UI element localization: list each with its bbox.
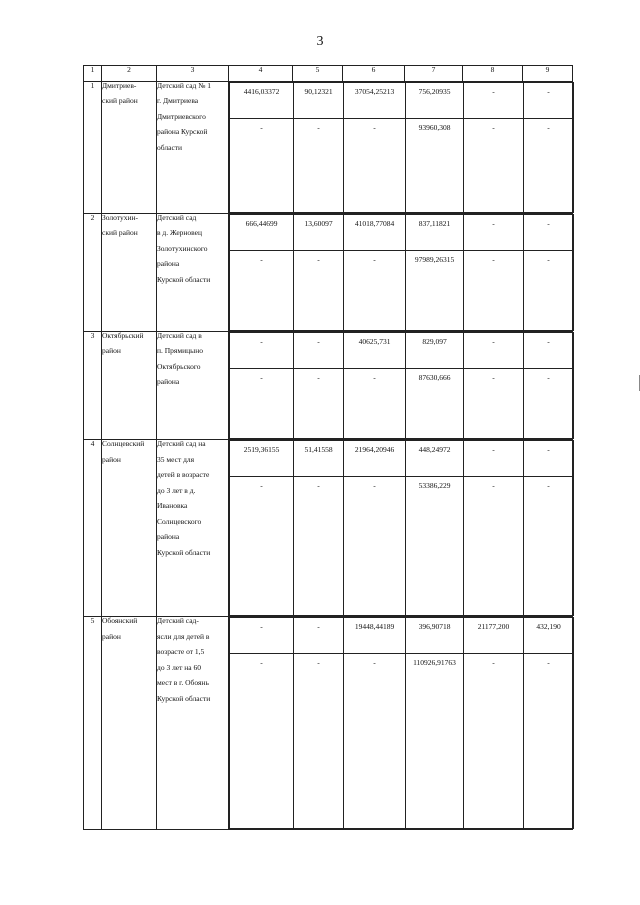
object-name (157, 440, 229, 617)
table-row (84, 213, 573, 331)
header-row (84, 66, 573, 82)
district-line: ский район (102, 96, 138, 105)
district-line: Золотухин- (102, 212, 139, 222)
values-bottom-row (230, 250, 574, 330)
value-cell: 448,24972 (406, 441, 464, 477)
value-cell: - (294, 618, 344, 654)
object-line: детей в возрасте (157, 470, 210, 480)
table-row (84, 81, 573, 213)
table-row (84, 440, 573, 617)
object-name (157, 617, 229, 830)
district-name (102, 617, 157, 830)
value-cell: 21964,20946 (344, 441, 406, 477)
values-bottom-row (230, 118, 574, 212)
value-cell: - (294, 477, 344, 616)
table-row (84, 617, 573, 830)
value-cell: - (524, 214, 574, 250)
value-cell: - (344, 654, 406, 829)
object-name (157, 81, 229, 213)
value-cell: 51,41558 (294, 441, 344, 477)
header-cell: 9 (523, 66, 573, 82)
district-line: район (102, 631, 121, 641)
object-line: Детский сад (157, 212, 197, 222)
value-cell: - (230, 618, 294, 654)
values-bottom-row (230, 477, 574, 616)
object-line: района Курской (157, 127, 208, 136)
district-line: район (102, 346, 121, 356)
value-cell: - (294, 332, 344, 368)
value-cell: - (344, 250, 406, 330)
value-cell: - (230, 332, 294, 368)
value-cell: - (294, 654, 344, 829)
value-cell: 110926,91763 (406, 654, 464, 829)
object-line: Детский сад в (157, 330, 202, 340)
value-cell: - (524, 368, 574, 439)
object-line: Солнцевского (157, 516, 202, 526)
object-line: Ивановка (157, 501, 188, 511)
value-cell: - (464, 332, 524, 368)
value-cell: 53386,229 (406, 477, 464, 616)
district-name (102, 81, 157, 213)
value-cell: - (230, 250, 294, 330)
value-cell: - (344, 477, 406, 616)
object-line: ясли для детей в (157, 631, 210, 641)
row-number: 3 (84, 331, 102, 440)
value-cell: 40625,731 (344, 332, 406, 368)
value-cell: 756,20935 (406, 82, 464, 118)
district-name (102, 213, 157, 331)
value-cell: - (464, 82, 524, 118)
object-line: Курской области (157, 547, 211, 557)
values-subtable (229, 332, 574, 440)
value-cell: 19448,44189 (344, 618, 406, 654)
value-cell: - (294, 118, 344, 212)
row-number: 4 (84, 440, 102, 617)
value-cell: - (524, 82, 574, 118)
value-cell: 432,190 (524, 618, 574, 654)
district-line: Октябрьский (102, 330, 144, 340)
header-cell: 1 (84, 66, 102, 82)
value-cell: 41018,77084 (344, 214, 406, 250)
row-number: 1 (84, 81, 102, 213)
value-cell: - (464, 250, 524, 330)
value-cell: - (464, 118, 524, 212)
values-top-row (230, 618, 574, 654)
value-cell: 837,11821 (406, 214, 464, 250)
object-line: возрасте от 1,5 (157, 647, 205, 656)
district-line: Солнцевский (102, 439, 145, 449)
value-cell: 666,44699 (230, 214, 294, 250)
value-cell: - (464, 214, 524, 250)
header-cell: 2 (102, 66, 157, 82)
object-line: Октябрьского (157, 361, 201, 371)
value-cell: - (230, 654, 294, 829)
values-top-row (230, 441, 574, 477)
value-cell: - (524, 441, 574, 477)
value-cell: - (230, 368, 294, 439)
header-cell: 4 (229, 66, 293, 82)
value-cell: - (294, 368, 344, 439)
value-cell: - (230, 118, 294, 212)
value-cell: 396,90718 (406, 618, 464, 654)
page-number: 3 (316, 34, 324, 49)
values-bottom-row (230, 368, 574, 439)
value-cell: - (294, 250, 344, 330)
table-row (84, 331, 573, 440)
object-line: г. Дмитриева (157, 96, 199, 105)
object-line: п. Прямицыно (157, 346, 203, 356)
values-subtable (229, 82, 574, 213)
object-line: 35 мест для (157, 454, 195, 464)
value-cell: 97989,26315 (406, 250, 464, 330)
district-line: район (102, 454, 121, 464)
object-line: области (157, 142, 183, 152)
values-top-row (230, 214, 574, 250)
row-number: 2 (84, 213, 102, 331)
value-cell: - (524, 250, 574, 330)
object-line: района (157, 532, 180, 542)
budget-table (83, 65, 573, 830)
header-cell: 3 (157, 66, 229, 82)
values-subtable (229, 440, 574, 616)
header-cell: 5 (293, 66, 343, 82)
header-cell: 7 (405, 66, 463, 82)
district-line: Обоянский (102, 616, 138, 625)
value-cell: - (344, 368, 406, 439)
value-cell: 37054,25213 (344, 82, 406, 118)
object-line: Золотухинского (157, 243, 208, 253)
values-block (229, 81, 573, 213)
header-cell: 6 (343, 66, 405, 82)
value-cell: 21177,200 (464, 618, 524, 654)
district-line: Дмитриев- (102, 80, 137, 90)
object-line: района (157, 377, 180, 387)
values-top-row (230, 82, 574, 118)
value-cell: - (524, 332, 574, 368)
values-block (229, 213, 573, 331)
value-cell: 87630,666 (406, 368, 464, 439)
value-cell: - (464, 441, 524, 477)
object-line: Детский сад на (157, 439, 206, 449)
value-cell: - (464, 368, 524, 439)
district-name (102, 440, 157, 617)
object-line: Детский сад- (157, 616, 199, 625)
district-name (102, 331, 157, 440)
values-subtable (229, 617, 574, 829)
value-cell: - (524, 654, 574, 829)
values-block (229, 617, 573, 830)
district-line: ский район (102, 228, 138, 238)
value-cell: - (524, 477, 574, 616)
value-cell: - (344, 118, 406, 212)
value-cell: - (524, 118, 574, 212)
value-cell: - (230, 477, 294, 616)
object-line: мест в г. Обоянь (157, 678, 209, 687)
value-cell: 90,12321 (294, 82, 344, 118)
header-cell: 8 (463, 66, 523, 82)
object-line: района (157, 259, 180, 269)
object-name (157, 213, 229, 331)
object-line: Детский сад № 1 (157, 80, 212, 90)
values-block (229, 331, 573, 440)
value-cell: - (464, 654, 524, 829)
object-line: Курской области (157, 693, 211, 703)
object-line: Дмитриевского (157, 111, 206, 121)
object-name (157, 331, 229, 440)
value-cell: 4416,03372 (230, 82, 294, 118)
row-number: 5 (84, 617, 102, 830)
object-line: в д. Жерновец (157, 228, 203, 238)
object-line: до 3 лет на 60 (157, 662, 202, 672)
value-cell: - (464, 477, 524, 616)
value-cell: 13,60097 (294, 214, 344, 250)
values-top-row (230, 332, 574, 368)
values-bottom-row (230, 654, 574, 829)
value-cell: 93960,308 (406, 118, 464, 212)
value-cell: 2519,36155 (230, 441, 294, 477)
values-block (229, 440, 573, 617)
object-line: до 3 лет в д. (157, 485, 196, 495)
object-line: Курской области (157, 274, 211, 284)
values-subtable (229, 214, 574, 331)
value-cell: 829,097 (406, 332, 464, 368)
